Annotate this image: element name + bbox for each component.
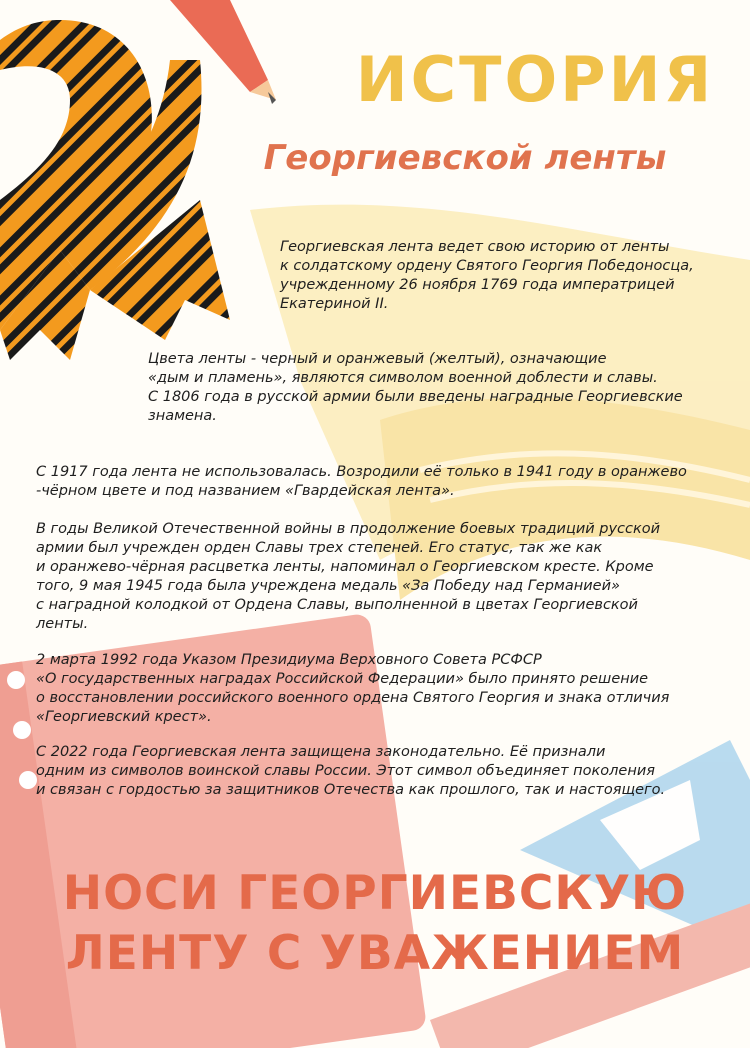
paragraph-colors: Цвета ленты - черный и оранжевый (желтый), означающие «дым и пламень», являются символом военной доблести и славы. С 1806 года в русской армии были введены наградные Георгиевские знамена. xyxy=(148,351,683,424)
paragraph-origin: Георгиевская лента ведет свою историю от ленты к солдатскому ордену Святого Георгия Победоносца, учрежденному 26 ноября 1769 года императрицей Екатериной II. xyxy=(280,239,694,312)
paragraph-2022: С 2022 года Георгиевская лента защищена законодательно. Её признали одним из символов воинской славы России. Этот символ объединяет поколения и связан с гордостью за защитников Отечества как прошлого, так и настоящего. xyxy=(36,744,666,798)
st-george-ribbon-icon xyxy=(0,20,230,360)
paragraph-1992: 2 марта 1992 года Указом Президиума Верховного Совета РСФСР «О государственных наградах Российской Федерации» было принято решение о восстановлении российского военного ордена Святого Георгия и знака отличия «Георгиевский крест». xyxy=(36,652,670,725)
paragraph-ww2: В годы Великой Отечественной войны в продолжение боевых традиций русской армии был учрежден орден Славы трех степеней. Его статус, так же как и оранжево-чёрная расцветка ленты, напоминал о Георгиевском кресте. Кроме того, 9 мая 1945 года была учреждена медаль «За Победу над Германией» с наградной колодкой от Ордена Славы, выполненной в цветах Георгиевской ленты. xyxy=(36,521,661,632)
paragraph-1917: С 1917 года лента не использовалась. Возродили её только в 1941 году в оранжево -чёрном цвете и под названием «Гвардейская лента». xyxy=(36,464,687,499)
page-subtitle: Георгиевской ленты xyxy=(263,138,667,178)
page-title: ИСТОРИЯ xyxy=(355,43,715,116)
slogan: НОСИ ГЕОРГИЕВСКУЮ ЛЕНТУ С УВАЖЕНИЕМ xyxy=(62,866,688,981)
